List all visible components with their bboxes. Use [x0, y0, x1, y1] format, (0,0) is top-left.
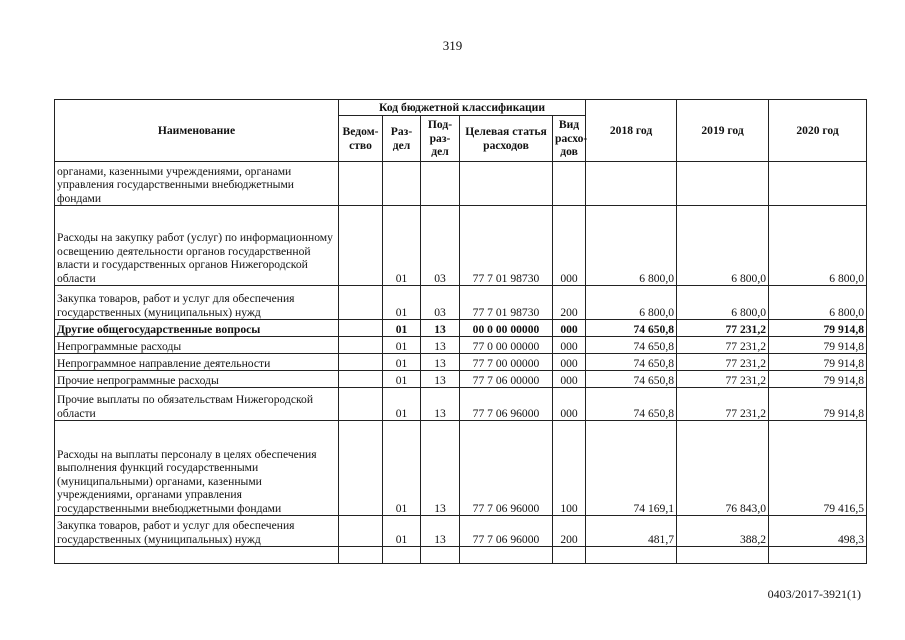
cell-vedomstvo: [339, 162, 383, 206]
table-row: [55, 206, 867, 286]
cell-tselevaya: 77 7 00 00000: [460, 354, 553, 371]
cell-podrazdel: 03: [421, 206, 460, 286]
cell-podrazdel: 13: [421, 421, 460, 516]
cell-razdel: 01: [383, 354, 421, 371]
cell-vedomstvo: [339, 388, 383, 421]
table-row: [55, 320, 867, 337]
cell-2020: 79 914,8: [769, 354, 867, 371]
cell-podrazdel: 13: [421, 371, 460, 388]
cell-2018: [586, 547, 677, 564]
cell-2020: 6 800,0: [769, 286, 867, 320]
cell-tselevaya: 77 7 06 00000: [460, 371, 553, 388]
cell-2020: [769, 162, 867, 206]
cell-vedomstvo: [339, 516, 383, 547]
cell-podrazdel: 13: [421, 337, 460, 354]
cell-razdel: 01: [383, 388, 421, 421]
cell-razdel: 01: [383, 516, 421, 547]
cell-vid: [553, 162, 586, 206]
cell-2018: 74 650,8: [586, 337, 677, 354]
cell-2018: 74 650,8: [586, 320, 677, 337]
cell-name: Прочие непрограммные расходы: [55, 371, 339, 388]
cell-2019: [677, 162, 769, 206]
cell-podrazdel: 13: [421, 516, 460, 547]
cell-vedomstvo: [339, 320, 383, 337]
cell-tselevaya: 00 0 00 00000: [460, 320, 553, 337]
cell-podrazdel: 03: [421, 286, 460, 320]
cell-name: Непрограммные расходы: [55, 337, 339, 354]
cell-2020: 79 914,8: [769, 320, 867, 337]
cell-2018: 74 169,1: [586, 421, 677, 516]
header-vid-raskhodov: Вид расхо-дов: [553, 116, 586, 162]
cell-2018: 6 800,0: [586, 206, 677, 286]
table-body: [55, 162, 867, 564]
cell-2019: 6 800,0: [677, 286, 769, 320]
cell-vid: 000: [553, 337, 586, 354]
cell-razdel: 01: [383, 286, 421, 320]
cell-vid: 100: [553, 421, 586, 516]
table-row: [55, 516, 867, 547]
cell-name: Расходы на выплаты персоналу в целях обеспечения выполнения функций государственными (муниципальными) органами, казенными учреждениями, органами управления государственными внебюджетными фондами: [55, 421, 339, 516]
cell-razdel: [383, 162, 421, 206]
cell-2019: [677, 547, 769, 564]
cell-2020: 79 914,8: [769, 337, 867, 354]
cell-podrazdel: [421, 547, 460, 564]
cell-2020: 79 914,8: [769, 388, 867, 421]
cell-2019: 77 231,2: [677, 388, 769, 421]
cell-2019: 77 231,2: [677, 371, 769, 388]
cell-tselevaya: 77 7 01 98730: [460, 206, 553, 286]
cell-podrazdel: 13: [421, 354, 460, 371]
header-2019: 2019 год: [677, 100, 769, 162]
cell-name: Расходы на закупку работ (услуг) по информационному освещению деятельности органов государственной власти и государственных органов Нижегородской области: [55, 206, 339, 286]
cell-podrazdel: 13: [421, 320, 460, 337]
cell-2020: [769, 547, 867, 564]
table-row: [55, 547, 867, 564]
cell-razdel: 01: [383, 206, 421, 286]
cell-vedomstvo: [339, 354, 383, 371]
cell-2019: 6 800,0: [677, 206, 769, 286]
table-row: [55, 388, 867, 421]
cell-2019: 388,2: [677, 516, 769, 547]
cell-vedomstvo: [339, 337, 383, 354]
cell-name: Закупка товаров, работ и услуг для обеспечения государственных (муниципальных) нужд: [55, 516, 339, 547]
cell-2018: 6 800,0: [586, 286, 677, 320]
cell-tselevaya: [460, 162, 553, 206]
header-2020: 2020 год: [769, 100, 867, 162]
cell-podrazdel: 13: [421, 388, 460, 421]
cell-2018: 74 650,8: [586, 354, 677, 371]
cell-name: Закупка товаров, работ и услуг для обеспечения государственных (муниципальных) нужд: [55, 286, 339, 320]
header-razdel: Раз-дел: [383, 116, 421, 162]
cell-name: Другие общегосударственные вопросы: [55, 320, 339, 337]
cell-2018: [586, 162, 677, 206]
page-number: 319: [442, 38, 463, 53]
cell-razdel: 01: [383, 421, 421, 516]
document-code: 0403/2017-3921(1): [767, 587, 861, 601]
cell-vedomstvo: [339, 547, 383, 564]
header-2018: 2018 год: [586, 100, 677, 162]
cell-2020: 79 914,8: [769, 371, 867, 388]
cell-tselevaya: 77 7 06 96000: [460, 516, 553, 547]
cell-2018: 481,7: [586, 516, 677, 547]
header-classification-group: Код бюджетной классификации: [339, 100, 586, 116]
cell-tselevaya: [460, 547, 553, 564]
cell-name: органами, казенными учреждениями, органами управления государственными внебюджетными фондами: [55, 162, 339, 206]
table-row: [55, 286, 867, 320]
table-header: [55, 100, 867, 162]
table-row: [55, 421, 867, 516]
cell-vid: 000: [553, 371, 586, 388]
budget-table: [54, 99, 867, 564]
cell-vid: [553, 547, 586, 564]
cell-vedomstvo: [339, 206, 383, 286]
header-tselevaya-statya: Целевая статья расходов: [460, 116, 553, 162]
cell-razdel: [383, 547, 421, 564]
table-row: [55, 354, 867, 371]
table-row: [55, 162, 867, 206]
table-row: [55, 337, 867, 354]
cell-tselevaya: 77 7 06 96000: [460, 388, 553, 421]
cell-2019: 77 231,2: [677, 354, 769, 371]
cell-2018: 74 650,8: [586, 371, 677, 388]
cell-razdel: 01: [383, 337, 421, 354]
cell-name: Прочие выплаты по обязательствам Нижегородской области: [55, 388, 339, 421]
cell-name: Непрограммное направление деятельности: [55, 354, 339, 371]
cell-podrazdel: [421, 162, 460, 206]
cell-2020: 498,3: [769, 516, 867, 547]
header-vedomstvo: Ведом-ство: [339, 116, 383, 162]
cell-razdel: 01: [383, 371, 421, 388]
cell-2020: 79 416,5: [769, 421, 867, 516]
cell-razdel: 01: [383, 320, 421, 337]
table-row: [55, 371, 867, 388]
cell-2020: 6 800,0: [769, 206, 867, 286]
cell-tselevaya: 77 7 06 96000: [460, 421, 553, 516]
cell-2019: 77 231,2: [677, 337, 769, 354]
cell-vid: 200: [553, 516, 586, 547]
cell-2019: 77 231,2: [677, 320, 769, 337]
cell-vedomstvo: [339, 421, 383, 516]
cell-tselevaya: 77 7 01 98730: [460, 286, 553, 320]
cell-vid: 000: [553, 354, 586, 371]
cell-vedomstvo: [339, 286, 383, 320]
cell-vid: 200: [553, 286, 586, 320]
cell-vid: 000: [553, 320, 586, 337]
cell-2018: 74 650,8: [586, 388, 677, 421]
cell-vid: 000: [553, 388, 586, 421]
cell-name: [55, 547, 339, 564]
cell-vid: 000: [553, 206, 586, 286]
header-name: Наименование: [55, 100, 339, 162]
cell-tselevaya: 77 0 00 00000: [460, 337, 553, 354]
cell-2019: 76 843,0: [677, 421, 769, 516]
header-podrazdel: Под-раз-дел: [421, 116, 460, 162]
cell-vedomstvo: [339, 371, 383, 388]
